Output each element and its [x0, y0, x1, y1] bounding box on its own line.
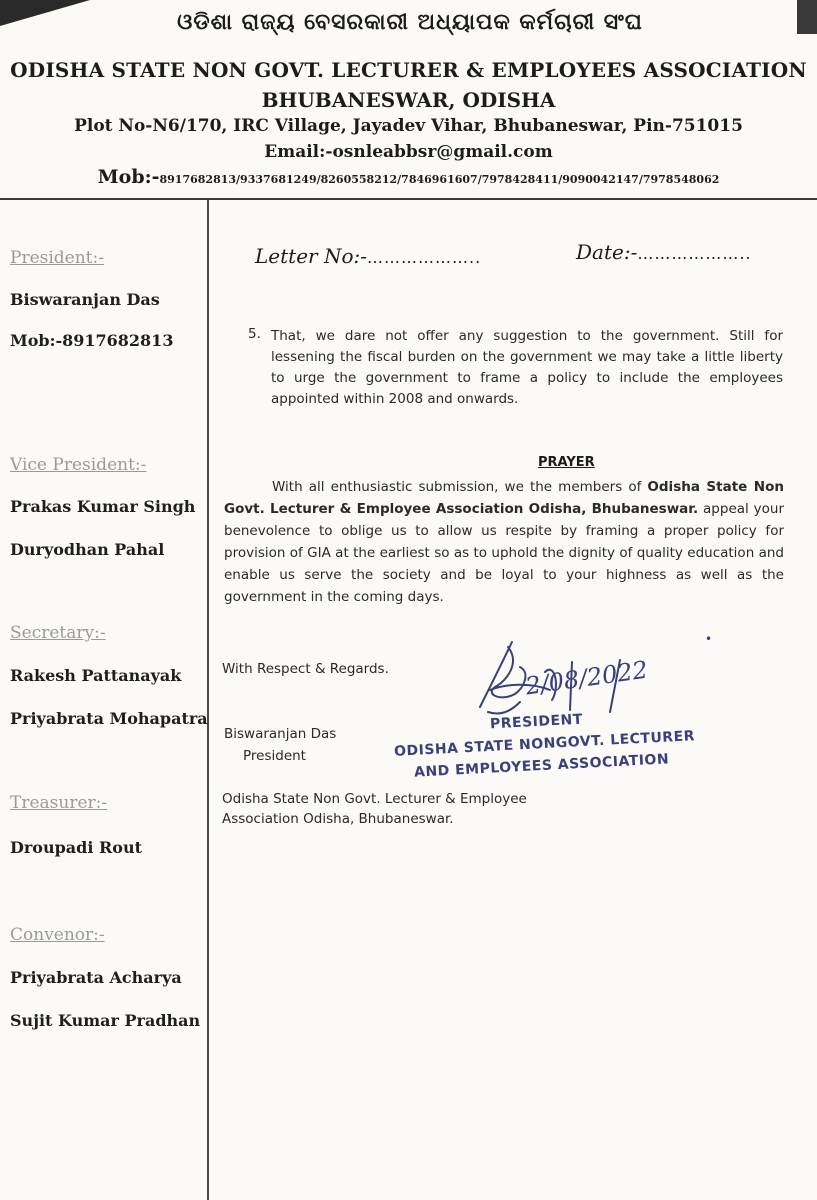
mobile-label: Mob:- [97, 166, 160, 188]
item-number: 5. [248, 326, 261, 342]
prayer-text-start: With all enthusiastic submission, we the members of [272, 479, 648, 495]
sidebar-divider [207, 199, 209, 1200]
president-mobile: Mob:-8917682813 [10, 331, 174, 350]
letter-number-blank: ……………….. [366, 248, 482, 267]
letterhead-title: ODISHA STATE NON GOVT. LECTURER & EMPLOYEES ASSOCIATION [10, 58, 807, 82]
prayer-paragraph [224, 476, 784, 608]
secretary-name-1: Rakesh Pattanayak [10, 666, 182, 685]
date-blank: ……………….. [637, 244, 752, 263]
president-label: President:- [10, 248, 104, 268]
ink-dot: • [705, 632, 713, 646]
treasurer-label: Treasurer:- [10, 793, 108, 813]
letterhead-mobile [0, 166, 817, 188]
item-paragraph: That, we dare not offer any suggestion to the government. Still for lessening the fiscal burden on the government we may take a little liberty to urge the government to frame a policy to include the employees appointed within 2008 and onwards. [271, 328, 783, 407]
letterhead-email: Email:-osnleabbsr@gmail.com [264, 142, 553, 162]
vice-president-label: Vice President:- [10, 455, 147, 475]
secretary-name-2: Priyabrata Mohapatra [10, 709, 208, 728]
signer-name: Biswaranjan Das [224, 726, 337, 742]
scan-edge-shadow [797, 0, 817, 34]
regards-line: With Respect & Regards. [222, 661, 389, 677]
vice-president-name-2: Duryodhan Pahal [10, 540, 165, 559]
stamp-organisation-line-1: ODISHA STATE NONGOVT. LECTURER [393, 728, 696, 760]
date-line [576, 240, 752, 264]
letterhead-odia-title: ଓଡିଶା ରାଜ୍ୟ ବେସରକାରୀ ଅଧ୍ୟାପକ କର୍ମଚାରୀ ସଂଘ [177, 10, 643, 35]
prayer-organisation: Odisha State Non Govt. Lecturer & Employee Association Odisha, Bhubaneswar. [224, 479, 784, 517]
letter-number-line [255, 244, 481, 268]
signer-title: President [243, 748, 306, 764]
prayer-heading: PRAYER [538, 455, 595, 470]
organisation-line-1: Odisha State Non Govt. Lecturer & Employee [222, 791, 527, 807]
stamp-organisation-line-2: AND EMPLOYEES ASSOCIATION [413, 751, 670, 781]
vice-president-name-1: Prakas Kumar Singh [10, 497, 196, 516]
secretary-label: Secretary:- [10, 623, 106, 643]
letter-number-label: Letter No:- [255, 244, 367, 268]
letterhead-city: BHUBANESWAR, ODISHA [261, 88, 556, 112]
prayer-text-end: appeal your benevolence to oblige us to allow us respite by framing a proper policy for provision of GIA at the earliest so as to uphold the dignity of quality education and enable us serve the society and be loyal to your highness as well as the government in the coming days. [224, 501, 784, 605]
convenor-label: Convenor:- [10, 925, 105, 945]
organisation-line-2: Association Odisha, Bhubaneswar. [222, 811, 454, 827]
date-label: Date:- [576, 240, 638, 264]
header-divider [0, 198, 817, 200]
stamp-president: PRESIDENT [489, 711, 584, 733]
convenor-name-1: Priyabrata Acharya [10, 968, 182, 987]
scan-corner-shadow [0, 0, 90, 26]
president-name: Biswaranjan Das [10, 290, 160, 309]
letterhead-address: Plot No-N6/170, IRC Village, Jayadev Vihar, Bhubaneswar, Pin-751015 [74, 116, 743, 136]
handwritten-date: 2/08/2022 [523, 655, 650, 701]
treasurer-name: Droupadi Rout [10, 838, 142, 857]
mobile-numbers: 8917682813/9337681249/8260558212/7846961607/7978428411/9090042147/7978548062 [159, 173, 720, 186]
convenor-name-2: Sujit Kumar Pradhan [10, 1011, 201, 1030]
